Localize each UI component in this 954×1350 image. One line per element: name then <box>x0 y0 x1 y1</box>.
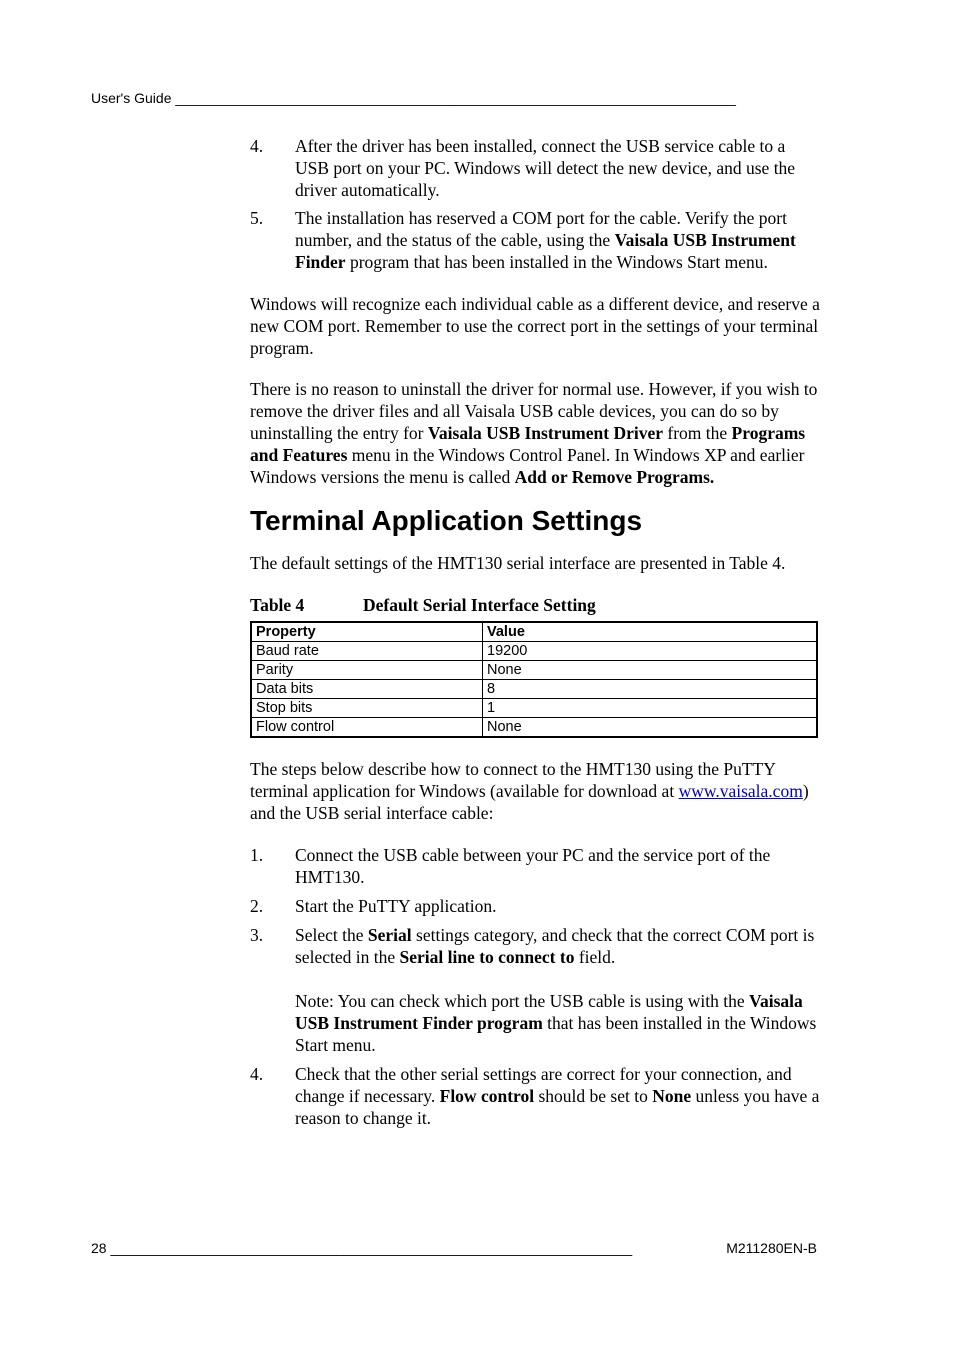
vaisala-link[interactable]: www.vaisala.com <box>678 781 803 801</box>
table-cell: 19200 <box>483 642 818 661</box>
table-cell: Baud rate <box>251 642 483 661</box>
table-cell: Flow control <box>251 718 483 738</box>
table-cell: None <box>483 661 818 680</box>
table-row <box>251 661 817 680</box>
list-number: 5. <box>250 208 264 228</box>
table-row <box>251 718 817 738</box>
table-cell: None <box>483 718 818 738</box>
list-number: 2. <box>250 896 264 916</box>
list-item <box>250 924 820 1056</box>
list-item <box>250 207 820 273</box>
table-header-cell: Property <box>251 622 483 642</box>
section-title: Terminal Application Settings <box>250 505 643 536</box>
list-number: 1. <box>250 845 264 865</box>
paragraph: The default settings of the HMT130 serial interface are presented in Table 4. <box>250 553 786 573</box>
list-item <box>250 895 820 917</box>
list-number: 4. <box>250 1064 264 1084</box>
list-item <box>250 1063 820 1129</box>
list-number: 4. <box>250 136 264 156</box>
table-cell: Parity <box>251 661 483 680</box>
table-caption-label: Table 4 <box>250 595 305 615</box>
list-text: Start the PuTTY application. <box>295 896 497 916</box>
page-footer-number: 28 ___________________________________________________________________ <box>91 1240 633 1256</box>
note-text: Note: You can check which port the USB cable is using with the Vaisala USB Instrument Finder program that has been installed in the Windows Start menu. <box>295 991 817 1055</box>
list-text: Check that the other serial settings are correct for your connection, and change if necessary. Flow control should be set to None unless you have a reason to change it. <box>295 1064 820 1128</box>
paragraph: The steps below describe how to connect to the HMT130 using the PuTTY terminal application for Windows (available for download at www.vaisala.com) and the USB serial interface cable: <box>250 759 809 823</box>
table-caption <box>250 594 820 616</box>
table-cell: 1 <box>483 699 818 718</box>
page-header: User's Guide ________________________________________________________________________ <box>91 90 736 106</box>
list-number: 3. <box>250 925 264 945</box>
list-text: Select the Serial settings category, and check that the correct COM port is selected in the Serial line to connect to field. <box>295 925 815 967</box>
list-text: After the driver has been installed, connect the USB service cable to a USB port on your PC. Windows will detect the new device, and use the driver automatically. <box>295 136 796 200</box>
table-row <box>251 680 817 699</box>
settings-table <box>250 621 818 738</box>
table-cell: Stop bits <box>251 699 483 718</box>
table-header-cell: Value <box>483 622 818 642</box>
list-item <box>250 135 820 201</box>
page-content <box>250 135 820 1129</box>
list-text: Connect the USB cable between your PC and the service port of the HMT130. <box>295 845 771 887</box>
table-caption-title: Default Serial Interface Setting <box>363 595 596 615</box>
table-header-row <box>251 622 817 642</box>
page-footer-doc-id: M211280EN-B <box>726 1240 817 1256</box>
table-row <box>251 642 817 661</box>
paragraph: Windows will recognize each individual cable as a different device, and reserve a new COM port. Remember to use the correct port in the settings of your terminal program. <box>250 294 820 358</box>
list-text: The installation has reserved a COM port for the cable. Verify the port number, and the status of the cable, using the Vaisala USB Instrument Finder program that has been installed in the Windows Start menu. <box>295 208 796 272</box>
paragraph: There is no reason to uninstall the driver for normal use. However, if you wish to remove the driver files and all Vaisala USB cable devices, you can do so by uninstalling the entry for Vaisala USB Instrument Driver from the Programs and Features menu in the Windows Control Panel. In Windows XP and earlier Windows versions the menu is called Add or Remove Programs. <box>250 379 818 487</box>
table-cell: 8 <box>483 680 818 699</box>
table-cell: Data bits <box>251 680 483 699</box>
list-item <box>250 844 820 888</box>
table-row <box>251 699 817 718</box>
